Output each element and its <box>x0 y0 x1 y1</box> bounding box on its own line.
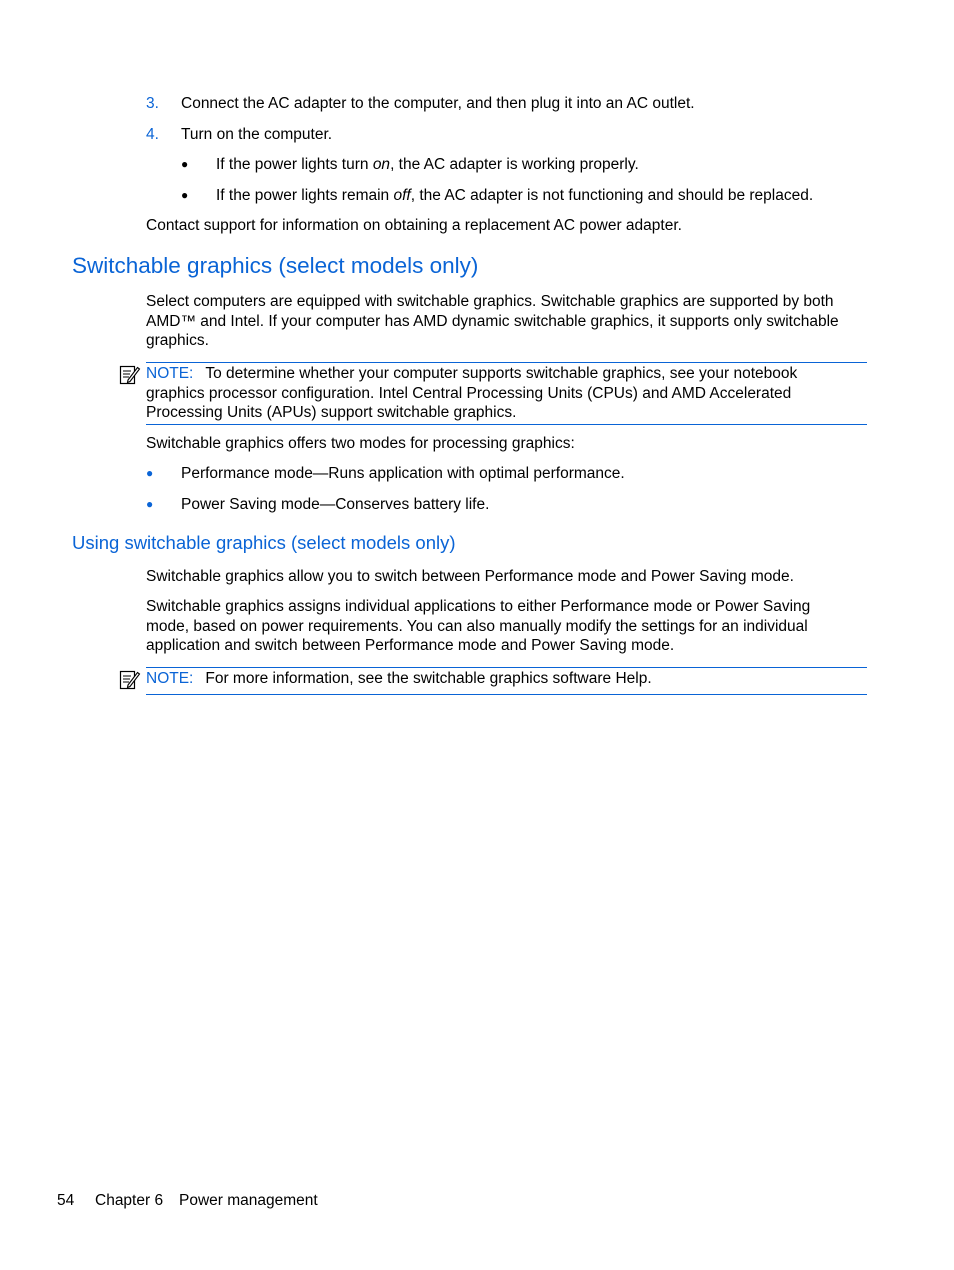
bullet-icon: ● <box>181 157 189 171</box>
sub-bullet-text: If the power lights remain off, the AC adapter is not functioning and should be replaced. <box>216 187 814 204</box>
bullet-icon: ● <box>146 497 154 511</box>
step-number: 3. <box>146 95 159 112</box>
page-number: 54 <box>57 1192 75 1209</box>
subsection-heading: Using switchable graphics (select models only) <box>72 532 456 553</box>
note-label: NOTE: <box>146 365 194 382</box>
note-box <box>146 667 867 695</box>
note-pencil-icon <box>119 364 141 386</box>
bullet-icon: ● <box>146 466 154 480</box>
section-paragraph: Select computers are equipped with switchable graphics. Switchable graphics are supported by both AMD™ and Intel. If your computer has AMD dynamic switchable graphics, it supports only switchable graphics. <box>146 293 839 349</box>
bullet-icon: ● <box>181 188 189 202</box>
note-text: To determine whether your computer supports switchable graphics, see your notebook <box>205 365 798 382</box>
footer-chapter-title: Power management <box>179 1192 318 1209</box>
step-text: Connect the AC adapter to the computer, and then plug it into an AC outlet. <box>181 95 695 112</box>
sub-bullet-text: If the power lights turn on, the AC adapter is working properly. <box>216 156 639 173</box>
note-text: Processing Units (APUs) support switchable graphics. <box>146 404 517 421</box>
footer-chapter: Chapter 6 <box>95 1192 164 1209</box>
note-text: For more information, see the switchable graphics software Help. <box>205 670 652 687</box>
note-text: graphics processor configuration. Intel Central Processing Units (CPUs) and AMD Accelerated <box>146 384 792 402</box>
subsection-paragraph: Switchable graphics assigns individual applications to either Performance mode or Power Saving mode, based on power requirements. You can also manually modify the settings for an individual application and switch between Performance mode and Power Saving mode. <box>146 598 811 654</box>
mode-item: Performance mode—Runs application with optimal performance. <box>181 465 625 482</box>
note-box <box>146 362 867 425</box>
subsection-paragraph: Switchable graphics allow you to switch between Performance mode and Power Saving mode. <box>146 568 794 585</box>
contact-support-text: Contact support for information on obtaining a replacement AC power adapter. <box>146 217 682 234</box>
note-label: NOTE: <box>146 670 194 687</box>
modes-intro: Switchable graphics offers two modes for processing graphics: <box>146 435 575 452</box>
note-pencil-icon <box>119 669 141 691</box>
section-heading: Switchable graphics (select models only) <box>72 253 479 278</box>
mode-item: Power Saving mode—Conserves battery life. <box>181 496 490 513</box>
step-text: Turn on the computer. <box>181 126 333 143</box>
step-number: 4. <box>146 126 159 143</box>
